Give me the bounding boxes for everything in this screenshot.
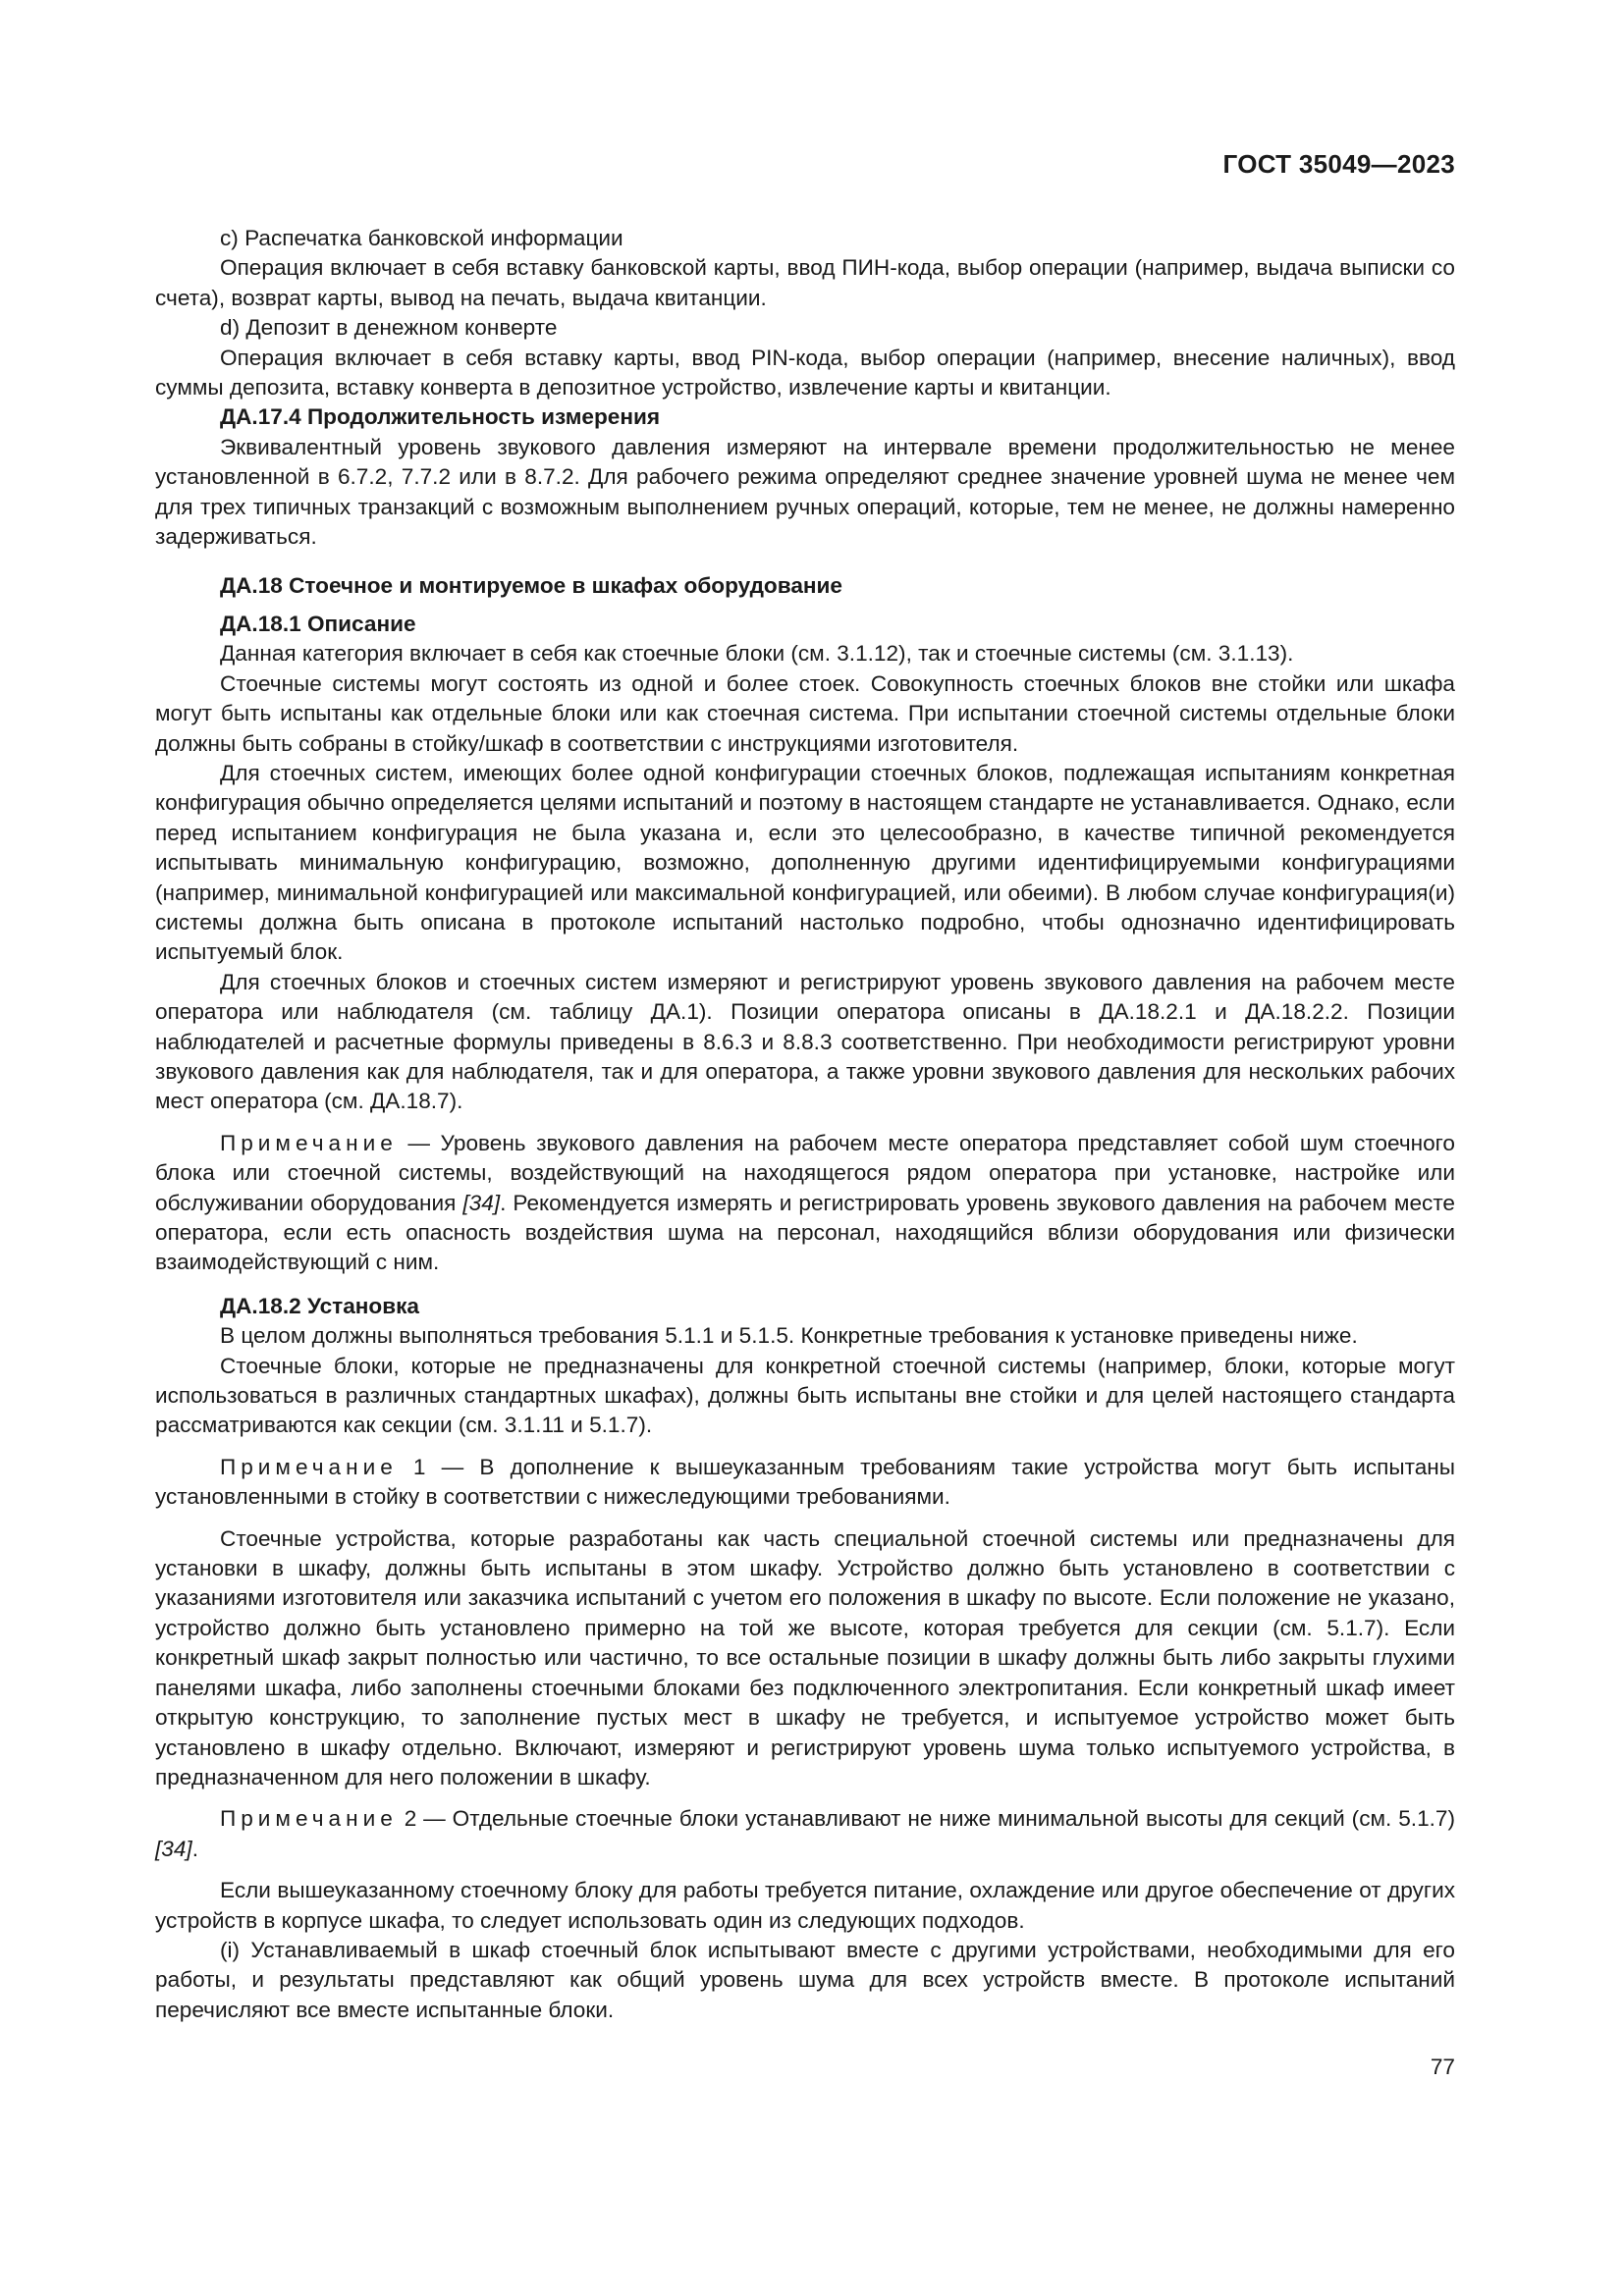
page-number: 77 (1430, 2055, 1455, 2079)
paragraph-power-cooling: Если вышеуказанному стоечному блоку для работы требуется питание, охлаждение или другое обеспечение от других устройств в корпусе шкафа, то следует использовать один из следующих подходов. (155, 1878, 1455, 1933)
note-2 (155, 1804, 1455, 1864)
heading-da-17-4: ДА.17.4 Продолжительность измерения (220, 404, 661, 430)
note-label: Примечание (220, 1806, 398, 1832)
paragraph-c-description: Операция включает в себя вставку банковской карты, ввод ПИН-кода, выбор операции (например, выдача выписки со счета), возврат карты, вывод на печать, выдача квитанции. (155, 255, 1455, 310)
paragraph-standalone-units: Стоечные блоки, которые не предназначены для конкретной стоечной системы (например, блоки, которые могут использоваться в различных стандартных шкафах), должны быть испытаны вне стойки и для целей настоящего стандарта рассматриваются как секции (см. 3.1.11 и 5.1.7). (155, 1353, 1455, 1438)
note-tail: . Рекомендуется измерять и регистрировать уровень звукового давления на рабочем месте оператора, если есть опасность воздействия шума на персонал, находящийся вблизи оборудования или физически взаимодействующий с ним. (155, 1190, 1455, 1275)
paragraph-cabinet-install: Стоечные устройства, которые разработаны как часть специальной стоечной системы или предназначены для установки в шкафу, должны быть испытаны в этом шкафу. Устройство должно быть установлено в соответствии с указаниями изготовителя или заказчика испытаний с учетом его положения в шкафу по высоте. Если положение не указано, устройство должно быть установлено примерно на той же высоте, которая требуется для секции (см. 5.1.7). Если конкретный шкаф закрыт полностью или частично, то все остальные позиции в шкафу должны быть либо закрыты глухими панелями шкафа, либо заполнены стоечными блоками без подключенного электропитания. Если конкретный шкаф имеет открытую конструкцию, то заполнение пустых мест в шкафу не требуется, и испытуемое устройство может быть установлено в шкафу отдельно. Включают, измеряют и регистрируют уровень шума только испытуемого устройства, в предназначенном для него положении в шкафу. (155, 1525, 1455, 1789)
note-text: — Уровень звукового давления на рабочем месте оператора представляет собой шум стоечного блока или стоечной системы, воздействующий на находящегося рядом оператора при установке, настройке или обслуживании оборудования (155, 1130, 1455, 1215)
reference-34: [34] (155, 1836, 192, 1861)
heading-da-18-1: ДА.18.1 Описание (220, 611, 416, 636)
note-label: Примечание (220, 1130, 398, 1155)
note-text: 2 — Отдельные стоечные блоки устанавливают не ниже минимальной высоты для секций (см. 5.1.7) (397, 1806, 1455, 1832)
document-body (155, 224, 1455, 2025)
paragraph-category: Данная категория включает в себя как стоечные блоки (см. 3.1.12), так и стоечные системы (см. 3.1.13). (220, 641, 1294, 667)
note-text: 1 — В дополнение к вышеуказанным требованиям такие устройства могут быть испытаны установленными в стойку в соответствии с нижеследующими требованиями. (155, 1454, 1455, 1510)
paragraph-configurations: Для стоечных систем, имеющих более одной конфигурации стоечных блоков, подлежащая испытаниям конкретная конфигурация обычно определяется целями испытаний и поэтому в настоящем стандарте не устанавливается. Однако, если перед испытанием конфигурация не была указана и, если это целесообразно, в качестве типичной рекомендуется испытывать минимальную конфигурацию, возможно, дополненную другими идентифицируемыми конфигурациями (например, минимальной конфигурацией или максимальной конфигурацией, или обеими). В любом случае конфигурация(и) системы должна быть описана в протоколе испытаний настолько подробно, чтобы однозначно идентифицировать испытуемый блок. (155, 760, 1455, 965)
standard-code-header: ГОСТ 35049—2023 (1222, 149, 1455, 179)
paragraph-c-item: c) Распечатка банковской информации (220, 226, 623, 250)
paragraph-d-item: d) Депозит в денежном конверте (220, 315, 558, 341)
paragraph-approach-i: (i) Устанавливаемый в шкаф стоечный блок испытывают вместе с другими устройствами, необходимыми для его работы, и результаты представляют как общий уровень шума для всех устройств вместе. В протоколе испытаний перечисляют все вместе испытанные блоки. (155, 1937, 1455, 2022)
paragraph-d-description: Операция включает в себя вставку карты, ввод PIN-кода, выбор операции (например, внесение наличных), ввод суммы депозита, вставку конверта в депозитное устройство, извлечение карты и квитанции. (155, 345, 1455, 400)
reference-34: [34] (462, 1190, 501, 1215)
paragraph-operator-position: Для стоечных блоков и стоечных систем измеряют и регистрируют уровень звукового давления на рабочем месте оператора или наблюдателя (см. таблицу ДА.1). Позиции оператора описаны в ДА.18.2.1 и ДА.18.2.2. Позиции наблюдателей и расчетные формулы приведены в 8.6.3 и 8.8.3 соответственно. При необходимости регистрируют уровни звукового давления как для наблюдателя, так и для оператора, а также уровни звукового давления для нескольких рабочих мест оператора (см. ДА.18.7). (155, 969, 1455, 1114)
paragraph-rack-systems: Стоечные системы могут состоять из одной и более стоек. Совокупность стоечных блоков вне стойки или шкафа могут быть испытаны как отдельные блоки или как стоечная система. При испытании стоечной системы отдельные блоки должны быть собраны в стойку/шкаф в соответствии с инструкциями изготовителя. (155, 670, 1455, 756)
note-operator-level (155, 1129, 1455, 1278)
heading-da-18-2: ДА.18.2 Установка (220, 1293, 419, 1318)
heading-da-18: ДА.18 Стоечное и монтируемое в шкафах оборудование (220, 573, 842, 599)
paragraph-general-requirements: В целом должны выполняться требования 5.1.1 и 5.1.5. Конкретные требования к установке приведены ниже. (220, 1323, 1358, 1349)
note-label: Примечание (220, 1454, 398, 1479)
paragraph-duration: Эквивалентный уровень звукового давления измеряют на интервале времени продолжительностью не менее установленной в 6.7.2, 7.7.2 или в 8.7.2. Для рабочего режима определяют среднее значение уровней шума не менее чем для трех типичных транзакций с возможным выполнением ручных операций, которые, тем не менее, не должны намеренно задерживаться. (155, 434, 1455, 550)
note-1 (155, 1453, 1455, 1513)
note-tail: . (191, 1836, 198, 1861)
